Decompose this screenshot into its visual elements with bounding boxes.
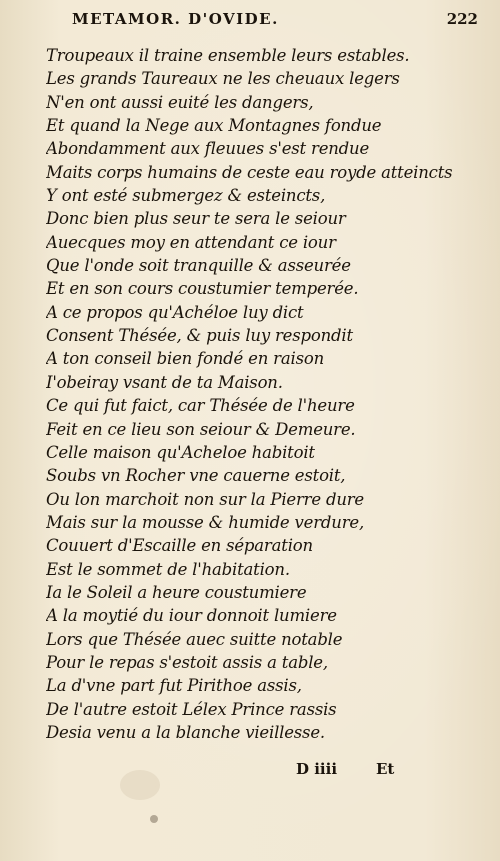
verse-line: Et en son cours coustumier temperée. (46, 279, 359, 299)
verse-line: Et quand la Nege aux Montagnes fondue (46, 116, 382, 136)
verse-line: A ce propos qu'Achéloe luy dict (46, 302, 304, 322)
verse-line: Desia venu a la blanche vieillesse. (46, 722, 325, 742)
verse-line: La d'vne part fut Pirithoe assis, (46, 676, 302, 696)
verse-line: Mais sur la mousse & humide verdure, (46, 512, 364, 532)
verse-line: Maits corps humains de ceste eau royde atteincts (46, 162, 453, 182)
verse-line: Est le sommet de l'habitation. (46, 559, 290, 579)
verse-line: Abondamment aux fleuues s'est rendue (46, 139, 370, 159)
page-header (0, 10, 500, 34)
verse-line: A la moytié du iour donnoit lumiere (46, 606, 337, 626)
verse-line: A ton conseil bien fondé en raison (46, 349, 325, 369)
verse-line: Y ont esté submergez & esteincts, (46, 186, 326, 206)
paper-spot (150, 815, 158, 823)
verse-line: Lors que Thésée auec suitte notable (46, 629, 343, 649)
verse-line: Feit en ce lieu son seiour & Demeure. (46, 419, 356, 439)
verse-line: Ou lon marchoit non sur la Pierre dure (46, 489, 364, 509)
verse-line: Ia le Soleil a heure coustumiere (46, 582, 307, 602)
verse-line: Les grands Taureaux ne les cheuaux legers (46, 69, 400, 89)
verse-text (46, 44, 466, 744)
signature-mark: D iiii (296, 760, 338, 778)
verse-line: De l'autre estoit Lélex Prince rassis (46, 699, 337, 719)
verse-line: Ce qui fut faict, car Thésée de l'heure (46, 396, 355, 416)
verse-line: Que l'onde soit tranquille & asseurée (46, 256, 351, 276)
verse-line: I'obeiray vsant de ta Maison. (46, 372, 283, 392)
running-title: METAMOR. D'OVIDE. (72, 10, 279, 28)
page-footer (0, 760, 500, 784)
verse-line: N'en ont aussi euité les dangers, (46, 92, 314, 112)
verse-line: Soubs vn Rocher vne cauerne estoit, (46, 466, 346, 486)
verse-line: Couuert d'Escaille en séparation (46, 536, 313, 556)
verse-line: Consent Thésée, & puis luy respondit (46, 326, 353, 346)
catchword: Et (376, 760, 395, 778)
verse-line: Donc bien plus seur te sera le seiour (46, 209, 346, 229)
verse-line: Auecques moy en attendant ce iour (46, 232, 336, 252)
page-number: 222 (446, 10, 478, 28)
verse-line: Pour le repas s'estoit assis a table, (46, 652, 328, 672)
verse-line: Celle maison qu'Acheloe habitoit (46, 442, 315, 462)
verse-line: Troupeaux il traine ensemble leurs estables. (46, 46, 410, 65)
